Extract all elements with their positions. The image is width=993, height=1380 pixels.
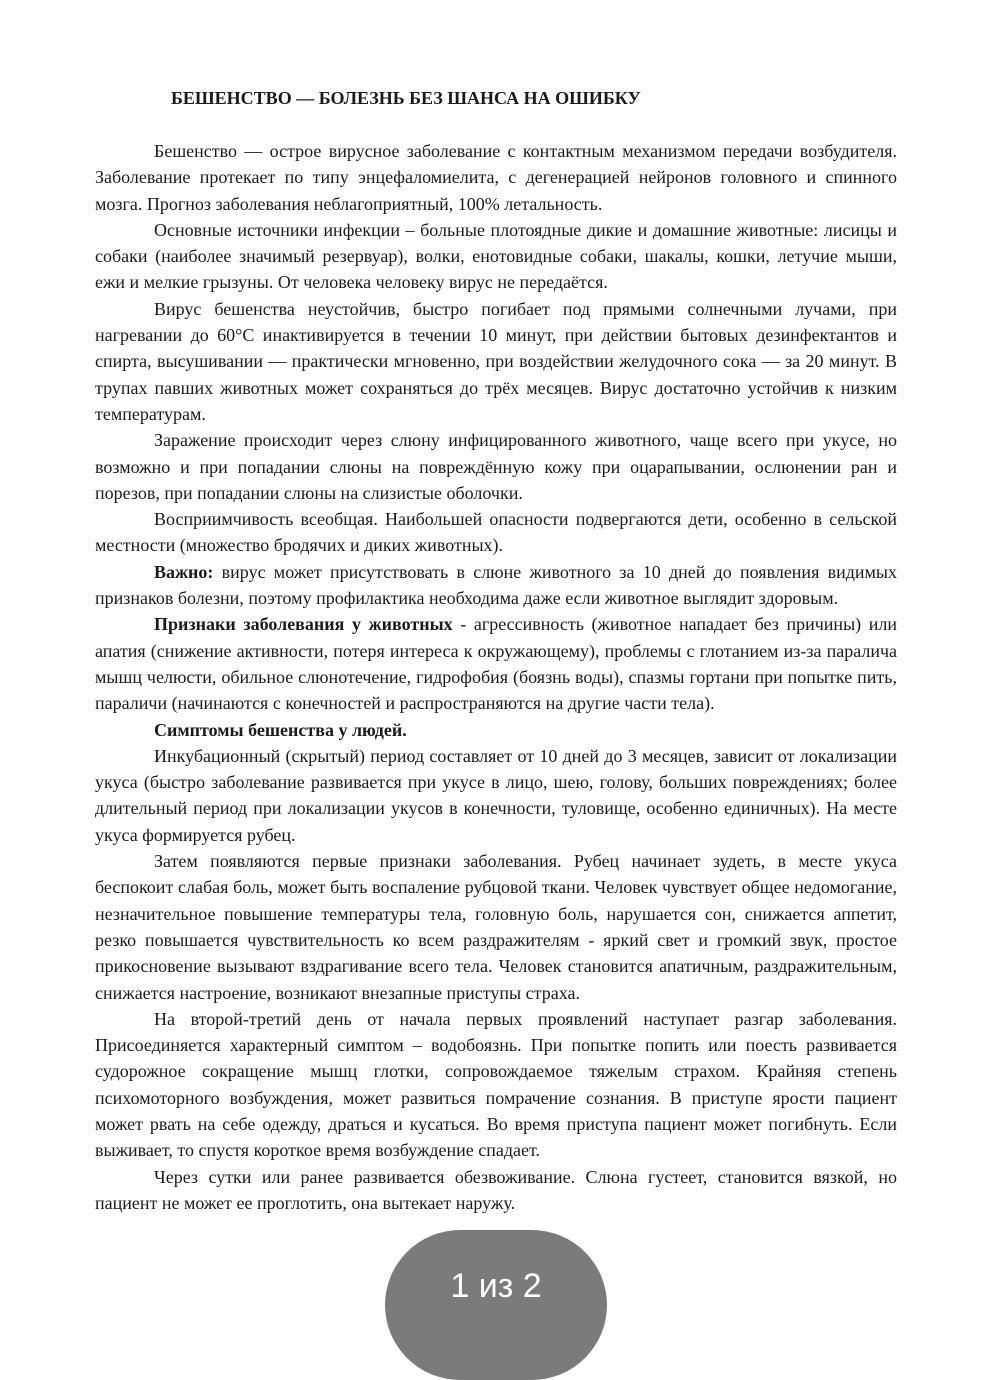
paragraph-important: Важно: вирус может присутствовать в слюне животного за 10 дней до появления видимых признаков болезни, поэтому профилактика необходима даже если животное выглядит здоровым. [95,561,897,609]
paragraph-infection: Заражение происходит через слюну инфицированного животного, чаще всего при укусе, но возможно и при попадании слюны на повреждённую кожу при оцарапывании, ослюнении ран и порезов, при попадании слюны на слизистые оболочки. [95,430,897,503]
human-symptoms-heading: Симптомы бешенства у людей. [154,719,407,740]
paragraph-susceptibility: Восприимчивость всеобщая. Наибольшей опасности подвергаются дети, особенно в сельской местности (множество бродячих и диких животных). [95,509,897,556]
paragraph-dehydration: Через сутки или ранее развивается обезвоживание. Слюна густеет, становится вязкой, но пациент не может ее проглотить, она вытекает наружу. [95,1166,897,1213]
important-label: Важно: [154,561,214,582]
paragraph-first-signs: Затем появляются первые признаки заболевания. Рубец начинает зудеть, в месте укуса беспокоит слабая боль, может быть воспаление рубцовой ткани. Человек чувствует общее недомогание, незначительное повышение температуры тела, головную боль, нарушается сон, снижается аппетит, резко повышается чувствительность ко всем раздражителям - яркий свет и громкий звук, простое прикосновение вызывают вздрагивание всего тела. Человек становится апатичным, раздражительным, снижается настроение, возникают внезапные приступы страха. [95,851,897,1003]
paragraph-incubation: Инкубационный (скрытый) период составляет от 10 дней до 3 месяцев, зависит от локализации укуса (быстро заболевание развивается при укусе в лицо, шею, голову, больших повреждениях; более длительный период при локализации укусов в конечности, туловище, особенно единичных). На месте укуса формируется рубец. [95,745,897,845]
paragraph-peak: На второй-третий день от начала первых проявлений наступает разгар заболевания. Присоединяется характерный симптом – водобоязнь. При попытке попить или поесть развивается судорожное сокращение мышц глотки, сопровождаемое тяжелым страхом. Крайняя степень психомоторного возбуждения, может развиться помрачение сознания. В приступе ярости пациент может рвать на себе одежду, драться и кусаться. Во время приступа пациент может погибнуть. Если выживает, то спустя короткое время возбуждение спадает. [95,1008,897,1161]
paragraph-virus-stability: Вирус бешенства неустойчив, быстро погибает под прямыми солнечными лучами, при нагревании до 60°С инактивируется в течении 10 минут, при действии бытовых дезинфектантов и спирта, высушивании — практически мгновенно, при воздействии желудочного сока — за 20 минут. В трупах павших животных может сохраняться до трёх месяцев. Вирус достаточно устойчив к низким температурам. [95,298,897,424]
paragraph-animal-signs: Признаки заболевания у животных - агрессивность (животное нападает без причины) или апатия (снижение активности, потеря интереса к окружающему), проблемы с глотанием из-за паралича мышц челюсти, обильное слюнотечение, гидрофобия (боязнь воды), спазмы гортани при попытке пить, параличи (начинаются с конечностей и распространяются на другие части тела). [95,614,898,714]
paragraph-human-symptoms-heading [95,717,897,743]
document-title: БЕШЕНСТВО — БОЛЕЗНЬ БЕЗ ШАНСА НА ОШИБКУ [171,88,641,108]
paragraph-sources: Основные источники инфекции – больные плотоядные дикие и домашние животные: лисицы и собаки (наиболее значимый резервуар), волки, енотовидные собаки, шакалы, кошки, летучие мыши, ежи и мелкие грызуны. От человека человеку вирус не передаётся. [95,219,897,293]
document-page [95,84,897,1216]
page-indicator [385,1230,607,1380]
paragraph-definition: Бешенство — острое вирусное заболевание с контактным механизмом передачи возбудителя. Заболевание протекает по типу энцефаломиелита, с дегенерацией нейронов головного и спинного мозга. Прогноз заболевания неблагоприятный, 100% летальность. [95,141,897,214]
page-indicator-label: 1 из 2 [450,1267,542,1305]
animal-signs-heading: Признаки заболевания у животных [154,614,453,635]
